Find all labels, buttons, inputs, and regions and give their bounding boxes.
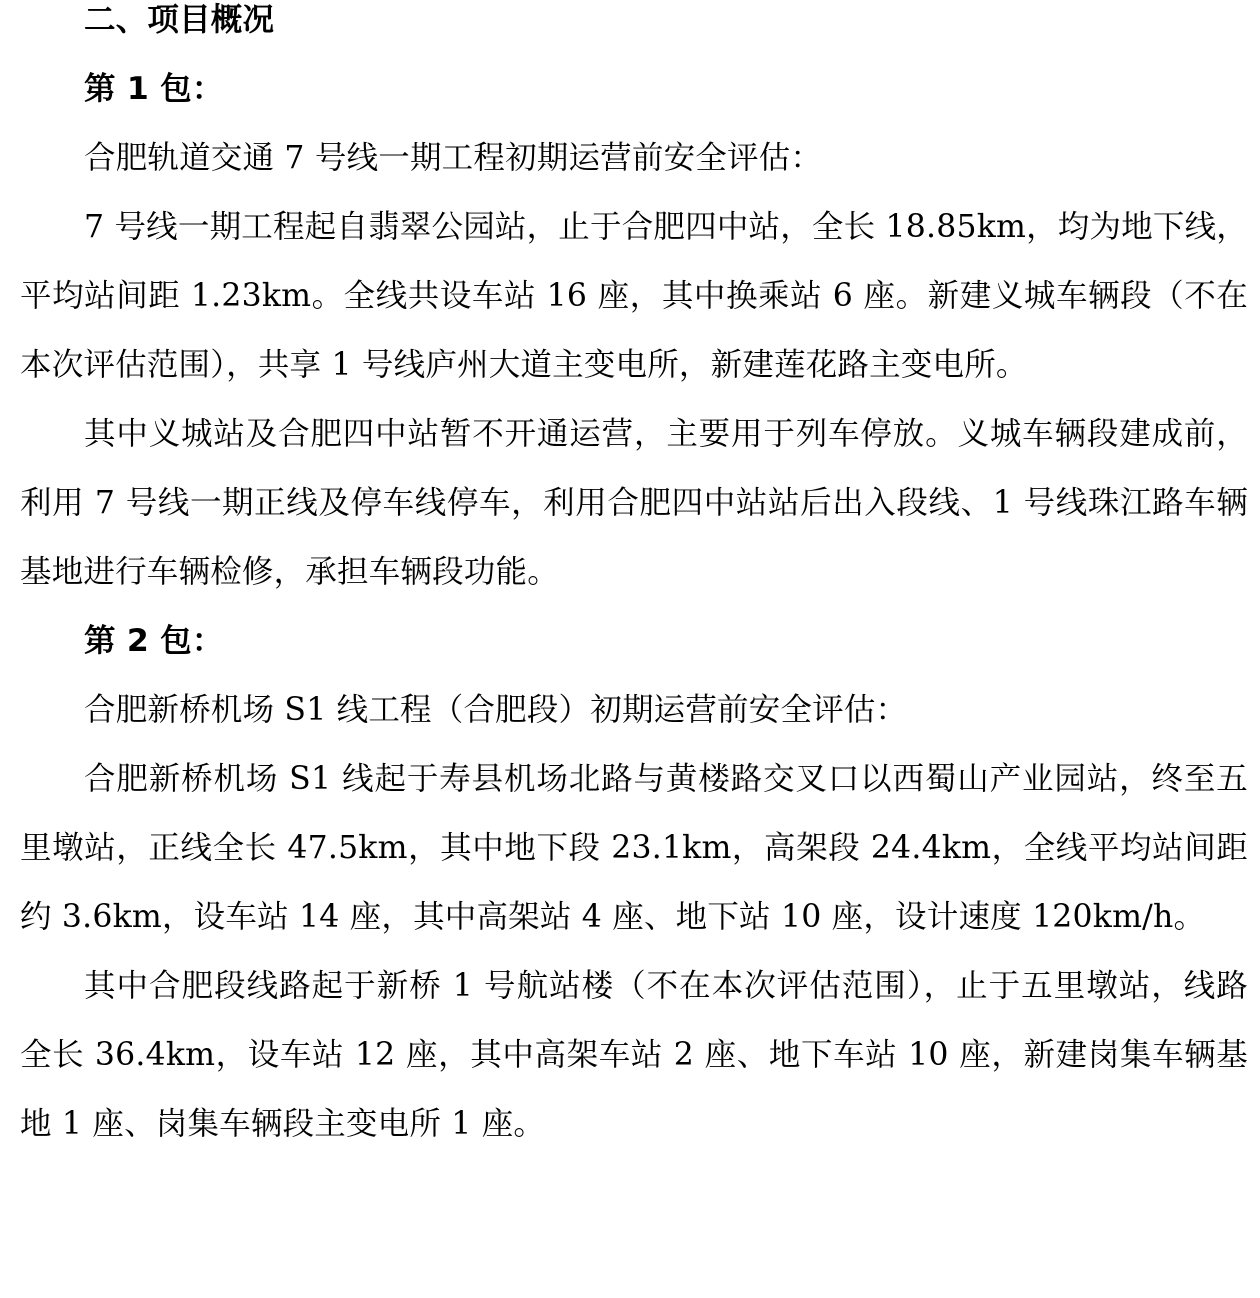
package-1-title: 合肥轨道交通 7 号线一期工程初期运营前安全评估：: [84, 140, 823, 176]
package-1-paragraph-1: 7 号线一期工程起自翡翠公园站，止于合肥四中站，全长 18.85km，均为地下线，平均站间距 1.23km。全线共设车站 16 座，其中换乘站 6 座。新建义城车辆段（不在本次评估范围），共享 1 号线庐州大道主变电所，新建莲花路主变电所。: [20, 209, 1248, 383]
package-2-label: 第 2 包：: [84, 623, 224, 659]
package-1-label: 第 1 包：: [84, 71, 224, 107]
section-heading: 二、项目概况: [84, 2, 275, 38]
document-page: [20, 0, 1248, 1159]
package-2-paragraph-1: 合肥新桥机场 S1 线起于寿县机场北路与黄楼路交叉口以西蜀山产业园站，终至五里墩站，正线全长 47.5km，其中地下段 23.1km，高架段 24.4km，全线平均站间距约 3.6km，设车站 14 座，其中高架站 4 座、地下站 10 座，设计速度 120km/h。: [20, 761, 1248, 935]
package-2-title: 合肥新桥机场 S1 线工程（合肥段）初期运营前安全评估：: [84, 692, 908, 728]
package-1-paragraph-2: 其中义城站及合肥四中站暂不开通运营，主要用于列车停放。义城车辆段建成前，利用 7 号线一期正线及停车线停车，利用合肥四中站站后出入段线、1 号线珠江路车辆基地进行车辆检修，承担车辆段功能。: [20, 416, 1248, 590]
package-2-paragraph-2: 其中合肥段线路起于新桥 1 号航站楼（不在本次评估范围），止于五里墩站，线路全长 36.4km，设车站 12 座，其中高架车站 2 座、地下车站 10 座，新建岗集车辆基地 1 座、岗集车辆段主变电所 1 座。: [20, 968, 1248, 1142]
